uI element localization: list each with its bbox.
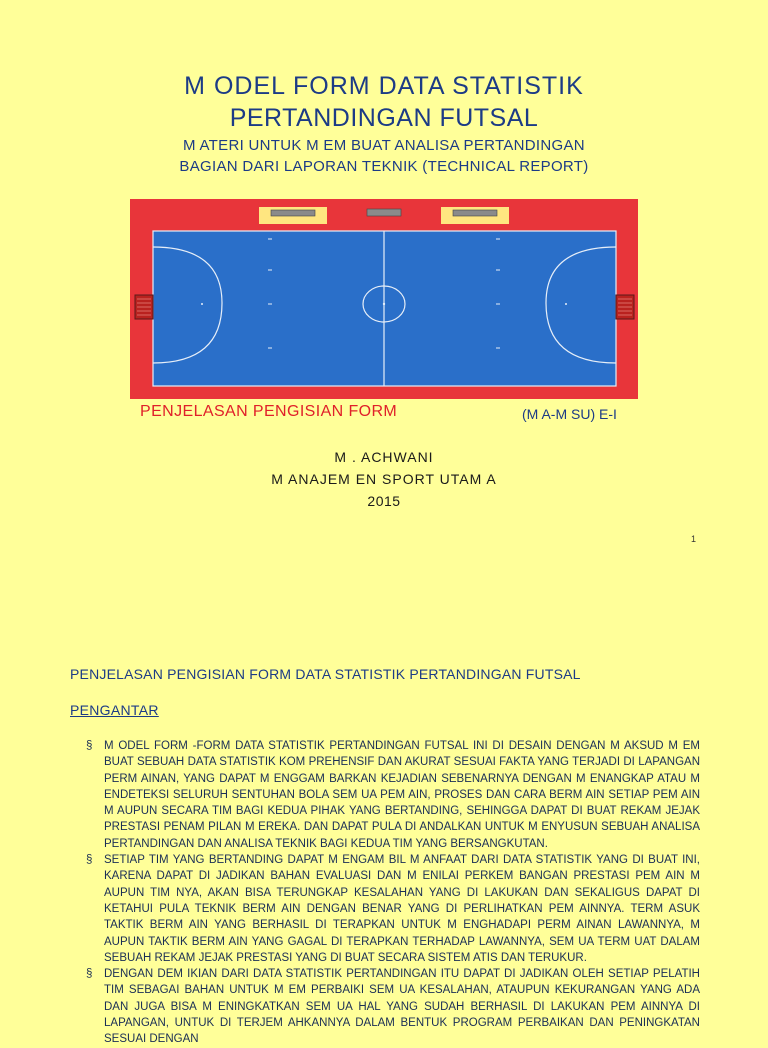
author-organization: M ANAJEM EN SPORT UTAM A: [271, 471, 497, 487]
subtitle-line-2: BAGIAN DARI LAPORAN TEKNIK (TECHNICAL REPORT): [179, 158, 589, 175]
section-heading: PENJELASAN PENGISIAN FORM DATA STATISTIK PERTANDINGAN FUTSAL: [70, 666, 581, 682]
officials-table: [367, 209, 401, 216]
author-name: M . ACHWANI: [334, 449, 434, 465]
title-line-2: PERTANDINGAN FUTSAL: [229, 104, 539, 132]
penalty-spot-left: [201, 303, 203, 305]
title-line-1: M ODEL FORM DATA STATISTIK: [184, 72, 584, 100]
penalty-spot-right: [565, 303, 567, 305]
bullet-symbol: §: [86, 854, 93, 867]
paragraph-list: [86, 738, 700, 1048]
bullet-symbol: §: [86, 968, 93, 981]
center-spot: [383, 303, 385, 305]
team-bench-left-seat: [271, 210, 315, 216]
page-number: 1: [691, 534, 697, 544]
futsal-court-illustration: [130, 199, 638, 399]
paragraph-text: DENGAN DEM IKIAN DARI DATA STATISTIK PERTANDINGAN ITU DAPAT DI JADIKAN OLEH SETIAP PELATIH TIM SEBAGAI BAHAN UNTUK M EM PERBAIKI SEM UA KESALAHAN, ATAUPUN KEKURANGAN YANG ADA DAN JUGA BISA M ENINGKATKAN SEM UA HAL YANG SUDAH BERHASIL DI LAKUKAN PEM AINNYA DI LAPANGAN, UNTUK DI TERJEM AHKANNYA DALAM BENTUK PROGRAM PERBAIKAN DAN PENINGKATAN SESUAI DENGAN: [104, 968, 700, 1046]
form-code: (M A-M SU) E-I: [522, 406, 617, 422]
paragraph-text: M ODEL FORM -FORM DATA STATISTIK PERTANDINGAN FUTSAL INI DI DESAIN DENGAN M AKSUD M EM BUAT SEBUAH DATA STATISTIK KOM PREHENSIF DAN AKURAT SESUAI FAKTA YANG TERJADI DI LAPANGAN PERM AINAN, YANG DAPAT M ENGGAM BARKAN KEJADIAN SEBENARNYA DENGAN M ENANGKAP ATAU M ENDETEKSI SELURUH SENTUHAN BOLA SEM UA PEM AIN, PROSES DAN CARA BERM AIN SETIAP PEM AIN M AUPUN SECARA TIM BAGI KEDUA PIHAK YANG BERTANDING, SEHINGGA DAPAT DI BUAT REKAM JEJAK PRESTASI PENAM PILAN M EREKA. DAN DAPAT PULA DI ANDALKAN UNTUK M ENYUSUN SEBUAH ANALISA PERTANDINGAN DAN ANALISA TEKNIK BAGI KEDUA TIM YANG BERSANGKUTAN.: [104, 740, 700, 850]
bullet-symbol: §: [86, 740, 93, 752]
subtitle-line-1: M ATERI UNTUK M EM BUAT ANALISA PERTANDINGAN: [183, 137, 585, 154]
list-item: [86, 852, 700, 966]
team-bench-right-seat: [453, 210, 497, 216]
paragraph-text: SETIAP TIM YANG BERTANDING DAPAT M ENGAM BIL M ANFAAT DARI DATA STATISTIK YANG DI BUAT INI, KARENA DAPAT DI JADIKAN BAHAN EVALUASI DAN M ENILAI PERKEM BANGAN PRESTASI PEM AIN M AUPUN TIM NYA, AKAN BISA TERUNGKAP KESALAHAN YANG DI LAKUKAN DAN SEKALIGUS DAPAT DI KETAHUI PULA TEKNIK BERM AIN DENGAN BENAR YANG DI PERLIHATKAN PEM AINNYA. TERM ASUK TAKTIK BERM AIN YANG BERHASIL DI TERAPKAN UNTUK M ENGHADAPI PERM AINAN LAWANNYA, M AUPUN TAKTIK BERM AIN YANG GAGAL DI TERAPKAN TERHADAP LAWANNYA, SEM UA TERM UAT DALAM SEBUAH REKAM JEJAK PRESTASI YANG DI BUAT SECARA SISTEM ATIS DAN TERUKUR.: [104, 854, 700, 964]
list-item: [86, 966, 700, 1047]
form-explanation-heading: PENJELASAN PENGISIAN FORM: [140, 403, 398, 420]
introduction-label: PENGANTAR: [70, 702, 159, 718]
list-item: [86, 738, 700, 852]
publication-year: 2015: [367, 493, 401, 509]
